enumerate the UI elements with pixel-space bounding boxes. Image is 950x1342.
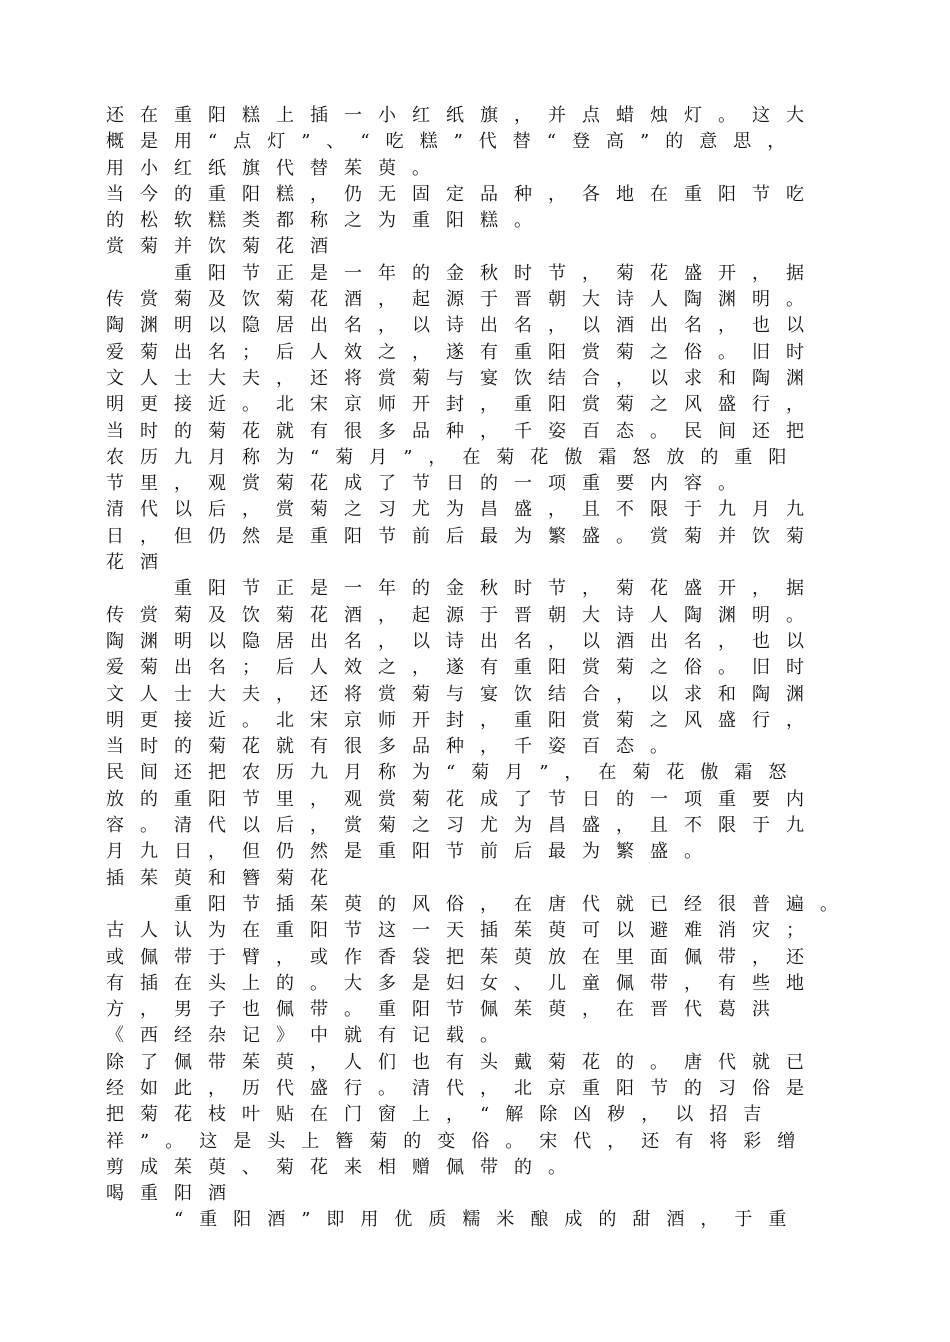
text-line: 民间还把农历九月称为“菊月”，在菊花傲霜怒 [106,762,803,784]
text-line: 月九日，但仍然是重阳节前后最为繁盛。 [106,841,718,863]
text-line: 把菊花枝叶贴在门窗上，“解除凶秽，以招吉 [106,1104,778,1126]
text-line: 重阳节正是一年的金秋时节，菊花盛开，据 [106,578,820,600]
text-line: 陶渊明以隐居出名，以诗出名，以酒出名，也以 [106,630,820,652]
section-heading: 插茱萸和簪菊花 [106,867,344,889]
text-line: 爱菊出名；后人效之，遂有重阳赏菊之俗。旧时 [106,657,820,679]
text-line: 日，但仍然是重阳节前后最为繁盛。赏菊并饮菊 [106,525,820,547]
section-heading: 赏菊并饮菊花酒 [106,236,344,258]
text-line: 当时的菊花就有很多品种，千姿百态。 [106,736,684,758]
text-line: 爱菊出名；后人效之，遂有重阳赏菊之俗。旧时 [106,341,820,363]
text-line: 当时的菊花就有很多品种，千姿百态。民间还把 [106,420,820,442]
text-line: 除了佩带茱萸，人们也有头戴菊花的。唐代就已 [106,1051,820,1073]
section-heading: 喝重阳酒 [106,1183,242,1205]
text-line: 的松软糕类都称之为重阳糕。 [106,210,548,232]
text-line: 概是用“点灯”、“吃糕”代替“登高”的意思， [106,131,802,153]
text-line: 明更接近。北宋京师开封，重阳赏菊之风盛行， [106,394,820,416]
text-line: 重阳节插茱萸的风俗，在唐代就已经很普遍。 [106,893,854,915]
text-line: 明更接近。北宋京师开封，重阳赏菊之风盛行， [106,709,820,731]
text-line: 剪成茱萸、菊花来相赠佩带的。 [106,1156,582,1178]
text-line: “重阳酒”即用优质糯米酿成的甜酒，于重 [106,1209,803,1231]
text-line: 还在重阳糕上插一小红纸旗，并点蜡烛灯。这大 [106,105,820,126]
text-line: 当今的重阳糕，仍无固定品种，各地在重阳节吃 [106,183,820,205]
text-line: 重阳节正是一年的金秋时节，菊花盛开，据 [106,262,820,284]
text-line: 《西经杂记》中就有记载。 [106,1025,514,1047]
text-line: 放的重阳节里，观赏菊花成了节日的一项重要内 [106,788,820,810]
text-line: 经如此，历代盛行。清代，北京重阳节的习俗是 [106,1077,820,1099]
text-line: 农历九月称为“菊月”，在菊花傲霜怒放的重阳 [106,446,803,468]
text-line: 有插在头上的。大多是妇女、儿童佩带，有些地 [106,972,820,994]
text-line: 文人士大夫，还将赏菊与宴饮结合，以求和陶渊 [106,683,820,705]
text-line: 用小红纸旗代替茱萸。 [106,157,446,179]
text-line: 方，男子也佩带。重阳节佩茱萸，在晋代葛洪 [106,999,786,1021]
text-line: 陶渊明以隐居出名，以诗出名，以酒出名，也以 [106,315,820,337]
text-line: 传赏菊及饮菊花酒，起源于晋朝大诗人陶渊明。 [106,604,820,626]
text-line: 文人士大夫，还将赏菊与宴饮结合，以求和陶渊 [106,367,820,389]
text-line: 古人认为在重阳节这一天插茱萸可以避难消灾； [106,920,820,942]
text-line: 传赏菊及饮菊花酒，起源于晋朝大诗人陶渊明。 [106,289,820,311]
text-line: 或佩带于臂，或作香袋把茱萸放在里面佩带，还 [106,946,820,968]
text-line: 花酒 [106,552,174,574]
text-line: 清代以后，赏菊之习尤为昌盛，且不限于九月九 [106,499,820,521]
text-line: 节里，观赏菊花成了节日的一项重要内容。 [106,473,752,495]
text-line: 容。清代以后，赏菊之习尤为昌盛，且不限于九 [106,815,820,837]
text-line: 祥”。这是头上簪菊的变俗。宋代，还有将彩缯 [106,1130,812,1152]
document-body [106,103,906,1234]
